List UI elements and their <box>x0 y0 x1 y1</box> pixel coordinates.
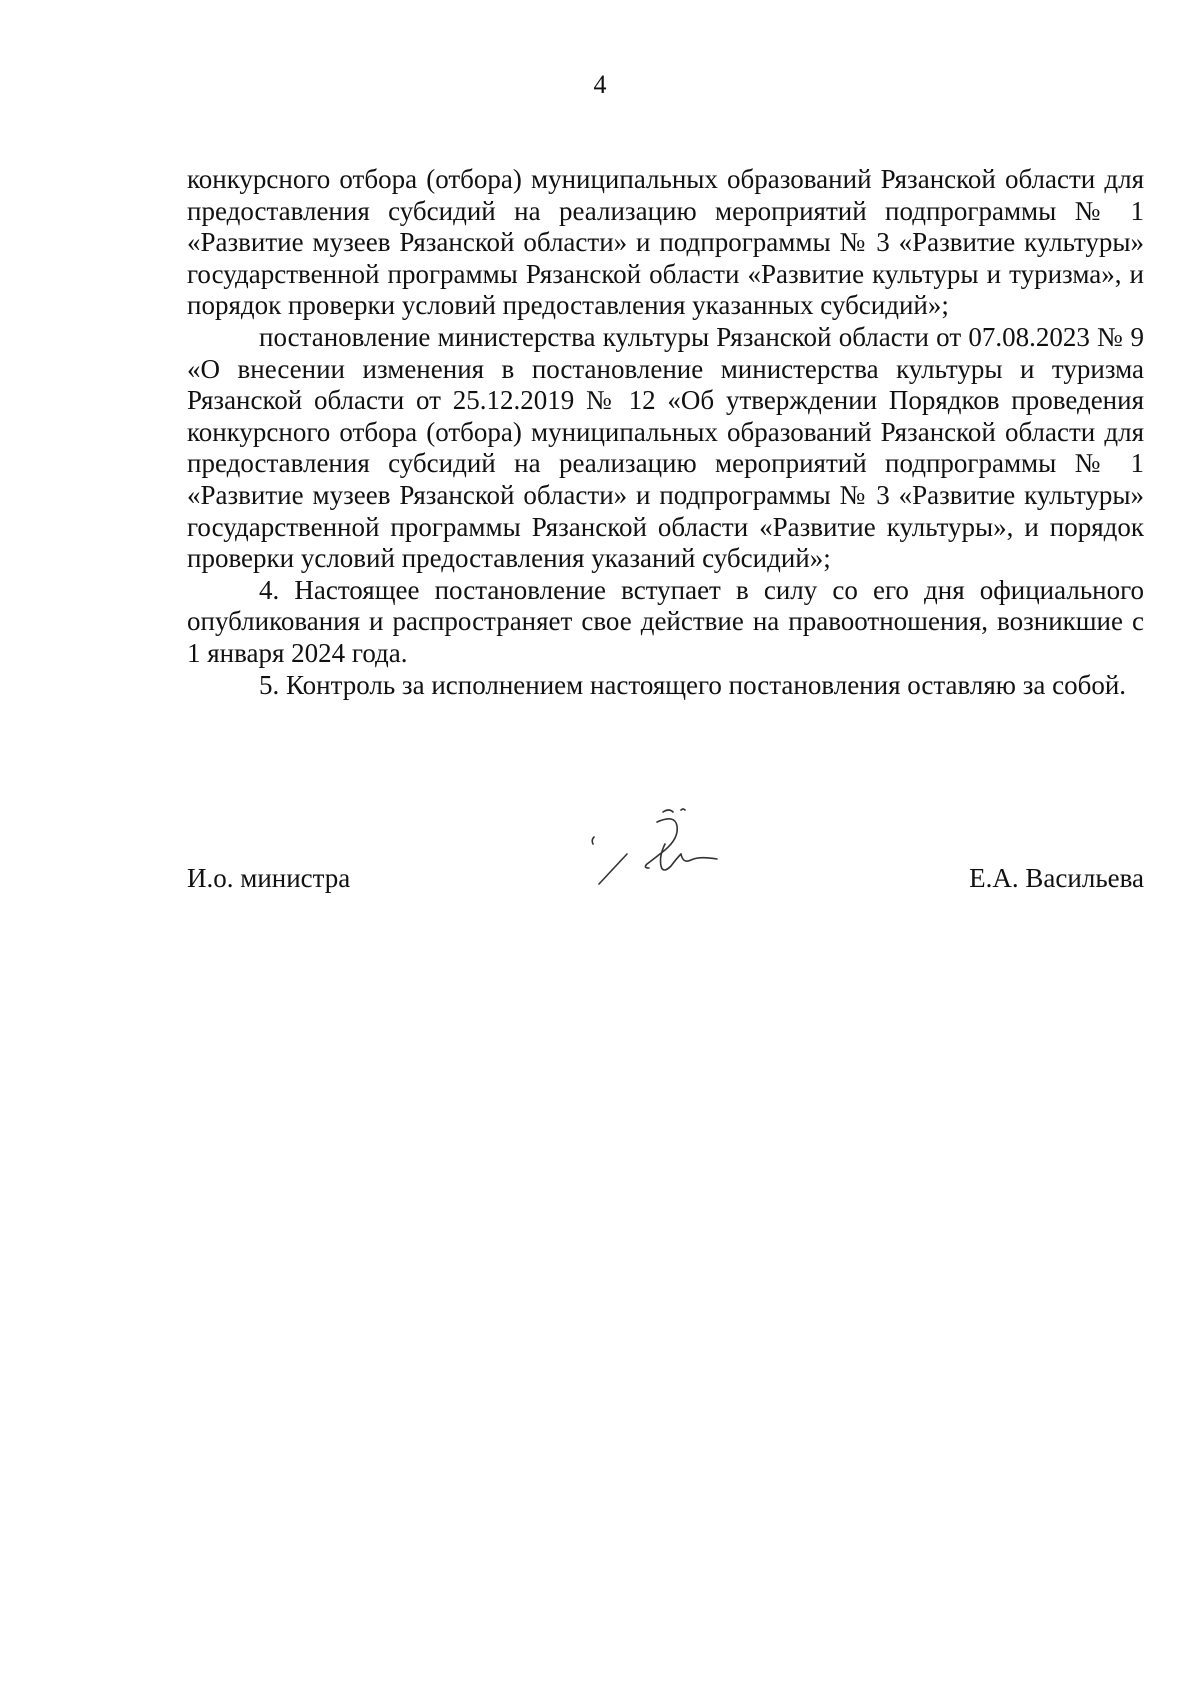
paragraph-continuation: конкурсного отбора (отбора) муниципальных образований Рязанской области для предоставления субсидий на реализацию мероприятий подпрограммы № 1 «Развитие музеев Рязанской области» и подпрограммы № 3 «Развитие культуры» государственной программы Рязанской области «Развитие культуры и туризма», и порядок проверки условий предоставления указанных субсидий»; <box>187 164 1144 321</box>
signature-block <box>187 862 1144 902</box>
paragraph-item-4: 4. Настоящее постановление вступает в силу со его дня официального опубликования и распространяет свое действие на правоотношения, возникшие с 1 января 2024 года. <box>187 574 1144 668</box>
paragraph-resolution-reference: постановление министерства культуры Рязанской области от 07.08.2023 № 9 «О внесении изменения в постановление министерства культуры и туризма Рязанской области от 25.12.2019 № 12 «Об утверждении Порядков проведения конкурсного отбора (отбора) муниципальных образований Рязанской области для предоставления субсидий на реализацию мероприятий подпрограммы № 1 «Развитие музеев Рязанской области» и подпрограммы № 3 «Развитие культуры» государственной программы Рязанской области «Развитие культуры», и порядок проверки условий предоставления указаний субсидий»; <box>187 321 1144 574</box>
document-body <box>187 164 1144 701</box>
page-number: 4 <box>593 70 607 99</box>
signatory-name: Е.А. Васильева <box>969 863 1144 893</box>
handwritten-signature-icon <box>587 804 757 904</box>
signatory-title: И.о. министра <box>187 863 351 893</box>
paragraph-item-5: 5. Контроль за исполнением настоящего постановления оставляю за собой. <box>259 669 1127 700</box>
